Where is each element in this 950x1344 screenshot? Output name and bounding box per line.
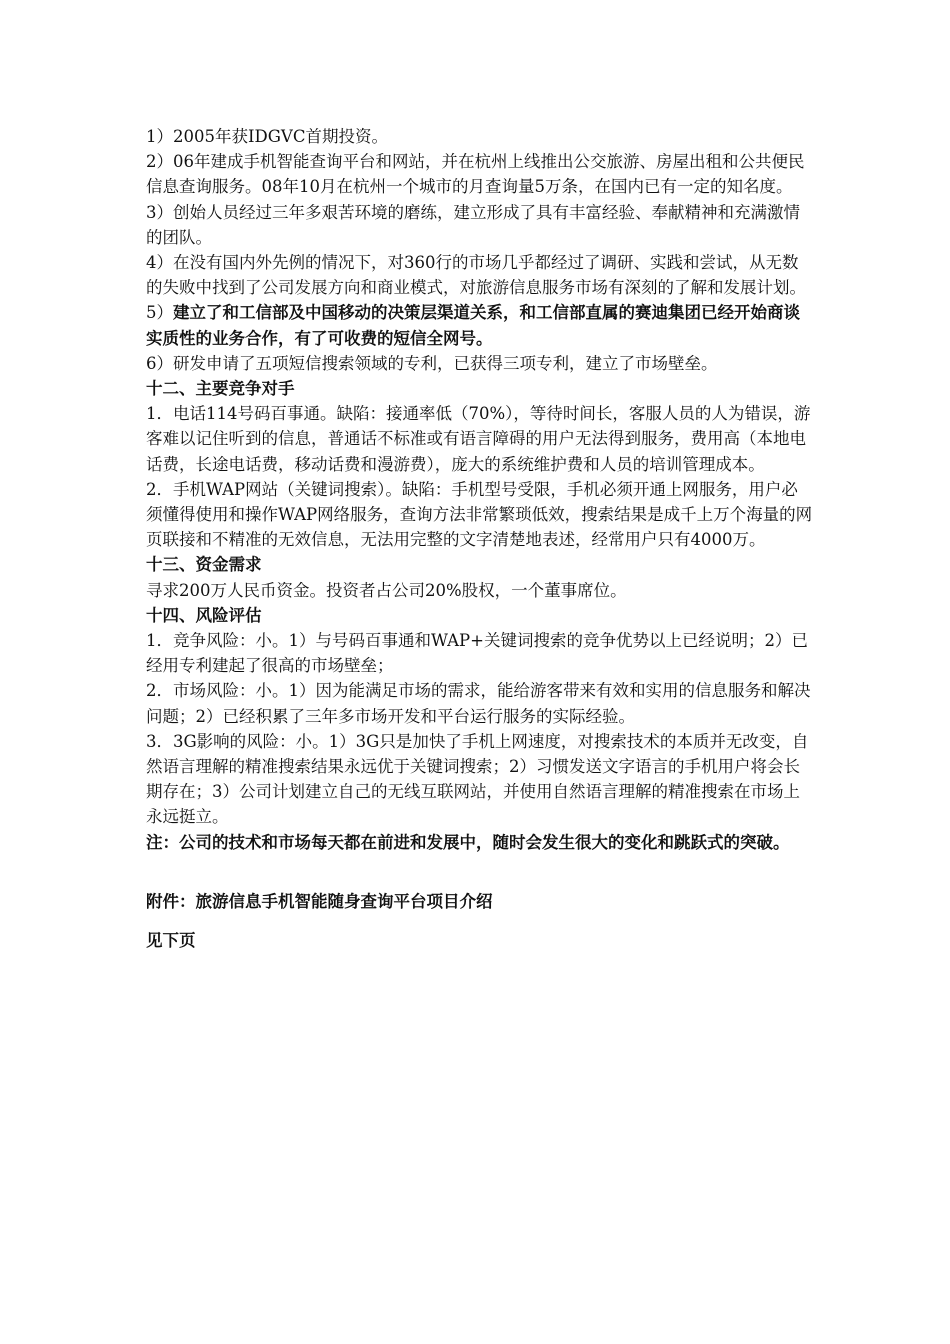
note-paragraph: 注：公司的技术和市场每天都在前进和发展中，随时会发生很大的变化和跳跃式的突破。 [146,832,790,852]
advantage-item-6: 6）研发申请了五项短信搜索领域的专利，已获得三项专利，建立了市场壁垒。 [146,353,718,373]
risk-item-2: 2．市场风险：小。1）因为能满足市场的需求，能给游客带来有效和实用的信息服务和解决问题；2）已经积累了三年多市场开发和平台运行服务的实际经验。 [146,681,811,726]
risk-heading: 十四、风险评估 [146,605,262,625]
funding-heading: 十三、资金需求 [146,555,262,575]
risk-item-1: 1．竞争风险：小。1）与号码百事通和WAP+关键词搜索的竞争优势以上已经说明；2）已经用专利建起了很高的市场壁垒； [146,631,808,676]
funding-text: 寻求200万人民币资金。投资者占公司20%股权，一个董事席位。 [146,580,627,600]
document-page [146,124,814,953]
competitor-item-1: 1．电话114号码百事通。缺陷：接通率低（70%），等待时间长，客服人员的人为错误，游客难以记住听到的信息，普通话不标准或有语言障碍的用户无法得到服务，费用高（本地电话费，长途电话费，移动话费和漫游费），庞大的系统维护费和人员的培训管理成本。 [146,404,811,474]
risk-item-3: 3．3G影响的风险：小。1）3G只是加快了手机上网速度，对搜索技术的本质并无改变，自然语言理解的精准搜索结果永远优于关键词搜索；2）习惯发送文字语言的手机用户将会长期存在；3）公司计划建立自己的无线互联网站，并使用自然语言理解的精准搜索在市场上永远挺立。 [146,731,809,827]
advantage-item-2: 2）06年建成手机智能查询平台和网站，并在杭州上线推出公交旅游、房屋出租和公共便民信息查询服务。08年10月在杭州一个城市的月查询量5万条，在国内已有一定的知名度。 [146,152,805,197]
advantage-item-4: 4）在没有国内外先例的情况下，对360行的市场几乎都经过了调研、实践和尝试，从无数的失败中找到了公司发展方向和商业模式，对旅游信息服务市场有深刻的了解和发展计划。 [146,253,806,298]
attachment-line: 附件：旅游信息手机智能随身查询平台项目介绍 [146,891,493,911]
advantage-item-5-text: 建立了和工信部及中国移动的决策层渠道关系，和工信部直属的赛迪集团已经开始商谈实质性的业务合作，有了可收费的短信全网号。 [146,303,800,348]
advantage-item-5-number: 5） [146,303,173,323]
competitor-item-2: 2．手机WAP网站（关键词搜索）。缺陷：手机型号受限，手机必须开通上网服务，用户必须懂得使用和操作WAP网络服务，查询方法非常繁琐低效，搜索结果是成千上万个海量的网页联接和不精准的无效信息，无法用完整的文字清楚地表述，经常用户只有4000万。 [146,479,813,550]
advantage-item-5 [146,300,814,350]
advantage-item-1: 1）2005年获IDGVC首期投资。 [146,127,388,146]
competitors-heading: 十二、主要竞争对手 [146,379,295,399]
see-next-page: 见下页 [146,931,196,951]
advantage-item-3: 3）创始人员经过三年多艰苦环境的磨练，建立形成了具有丰富经验、奉献精神和充满激情的团队。 [146,202,800,247]
